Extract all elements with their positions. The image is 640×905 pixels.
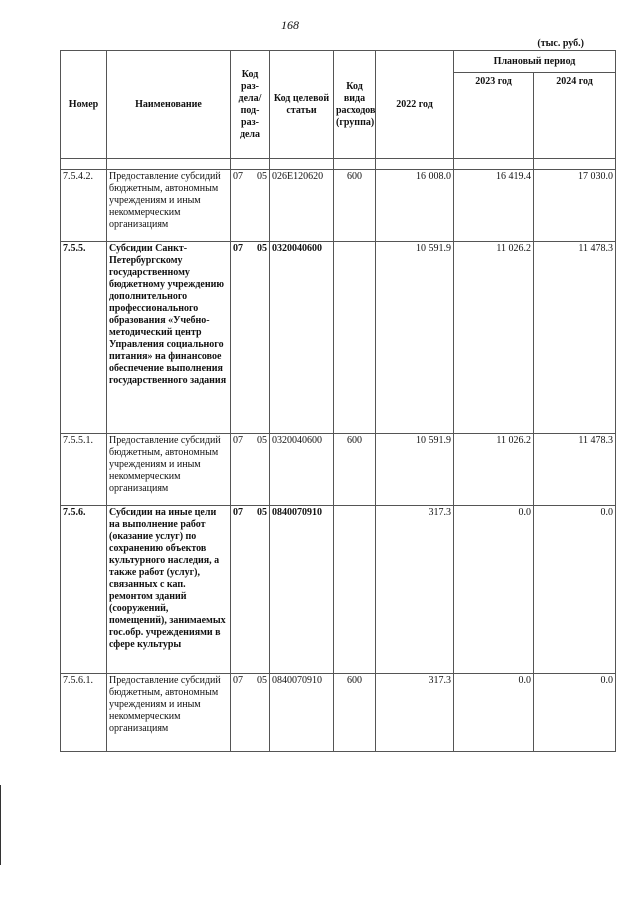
row-number: 7.5.5.1.	[61, 434, 107, 506]
row-name: Предоставление субсидий бюджетным, автономным учреждениям и иным некоммерческим организациям	[107, 170, 231, 242]
row-amount-2023: 0.0	[454, 506, 534, 674]
header-section-code: Код раз- дела/ под- раз- дела	[231, 51, 270, 159]
row-amount-2022: 10 591.9	[376, 434, 454, 506]
row-number: 7.5.6.	[61, 506, 107, 674]
row-expense-code: 600	[334, 674, 376, 752]
row-podrazdel: 05	[257, 435, 267, 446]
row-podrazdel: 05	[257, 507, 267, 518]
row-expense-code	[334, 506, 376, 674]
row-target-code: 0840070910	[270, 674, 334, 752]
row-amount-2024: 11 478.3	[534, 434, 616, 506]
header-number: Номер	[61, 51, 107, 159]
table-row	[61, 434, 616, 506]
page-number: 168	[281, 18, 299, 32]
row-amount-2023: 11 026.2	[454, 242, 534, 434]
table-row	[61, 242, 616, 434]
row-name: Предоставление субсидий бюджетным, автономным учреждениям и иным некоммерческим организациям	[107, 674, 231, 752]
row-number: 7.5.5.	[61, 242, 107, 434]
row-expense-code: 600	[334, 170, 376, 242]
table-row	[61, 506, 616, 674]
table-body	[61, 170, 616, 752]
row-expense-code: 600	[334, 434, 376, 506]
row-section-code	[231, 506, 270, 674]
row-podrazdel: 05	[257, 675, 267, 686]
header-year-2022: 2022 год	[376, 51, 454, 159]
row-section-code	[231, 170, 270, 242]
row-amount-2022: 10 591.9	[376, 242, 454, 434]
units-label: (тыс. руб.)	[537, 38, 584, 49]
row-amount-2022: 317.3	[376, 506, 454, 674]
row-podrazdel: 05	[257, 171, 267, 182]
row-number: 7.5.6.1.	[61, 674, 107, 752]
row-name: Субсидии на иные цели на выполнение работ (оказание услуг) по сохранению объектов культурного наследия, а также работ (услуг), связанных с кап. ремонтом зданий (сооружений, помещений), занимаемых гос.обр. учреждениями в сфере культуры	[107, 506, 231, 674]
scan-edge-mark	[0, 785, 1, 865]
header-target-code: Код целевой статьи	[270, 51, 334, 159]
row-amount-2024: 17 030.0	[534, 170, 616, 242]
row-target-code: 0320040600	[270, 242, 334, 434]
header-name: Наименование	[107, 51, 231, 159]
row-section-code	[231, 242, 270, 434]
row-target-code: 026E120620	[270, 170, 334, 242]
row-number: 7.5.4.2.	[61, 170, 107, 242]
header-expense-code: Код вида расходов (группа)	[334, 51, 376, 159]
row-amount-2022: 16 008.0	[376, 170, 454, 242]
row-name: Предоставление субсидий бюджетным, автономным учреждениям и иным некоммерческим организациям	[107, 434, 231, 506]
row-section-code	[231, 674, 270, 752]
row-section-code	[231, 434, 270, 506]
row-razdel: 07	[233, 507, 243, 518]
row-razdel: 07	[233, 675, 243, 686]
row-razdel: 07	[233, 435, 243, 446]
row-amount-2023: 11 026.2	[454, 434, 534, 506]
table-row	[61, 674, 616, 752]
header-planning-period: Плановый период	[454, 51, 616, 73]
row-razdel: 07	[233, 171, 243, 182]
row-amount-2022: 317.3	[376, 674, 454, 752]
header-year-2024: 2024 год	[534, 73, 616, 159]
row-amount-2024: 11 478.3	[534, 242, 616, 434]
row-name: Субсидии Санкт-Петербургскому государственному бюджетному учреждению дополнительного профессионального образования «Учебно-методический центр Управления социального питания» на финансовое обеспечение выполнения государственного задания	[107, 242, 231, 434]
row-amount-2023: 16 419.4	[454, 170, 534, 242]
row-razdel: 07	[233, 243, 243, 254]
table-row	[61, 170, 616, 242]
row-amount-2023: 0.0	[454, 674, 534, 752]
row-target-code: 0840070910	[270, 506, 334, 674]
row-amount-2024: 0.0	[534, 506, 616, 674]
budget-table	[60, 50, 616, 752]
row-target-code: 0320040600	[270, 434, 334, 506]
header-year-2023: 2023 год	[454, 73, 534, 159]
row-podrazdel: 05	[257, 243, 267, 254]
row-amount-2024: 0.0	[534, 674, 616, 752]
header-spacer-row	[61, 159, 616, 170]
row-expense-code	[334, 242, 376, 434]
